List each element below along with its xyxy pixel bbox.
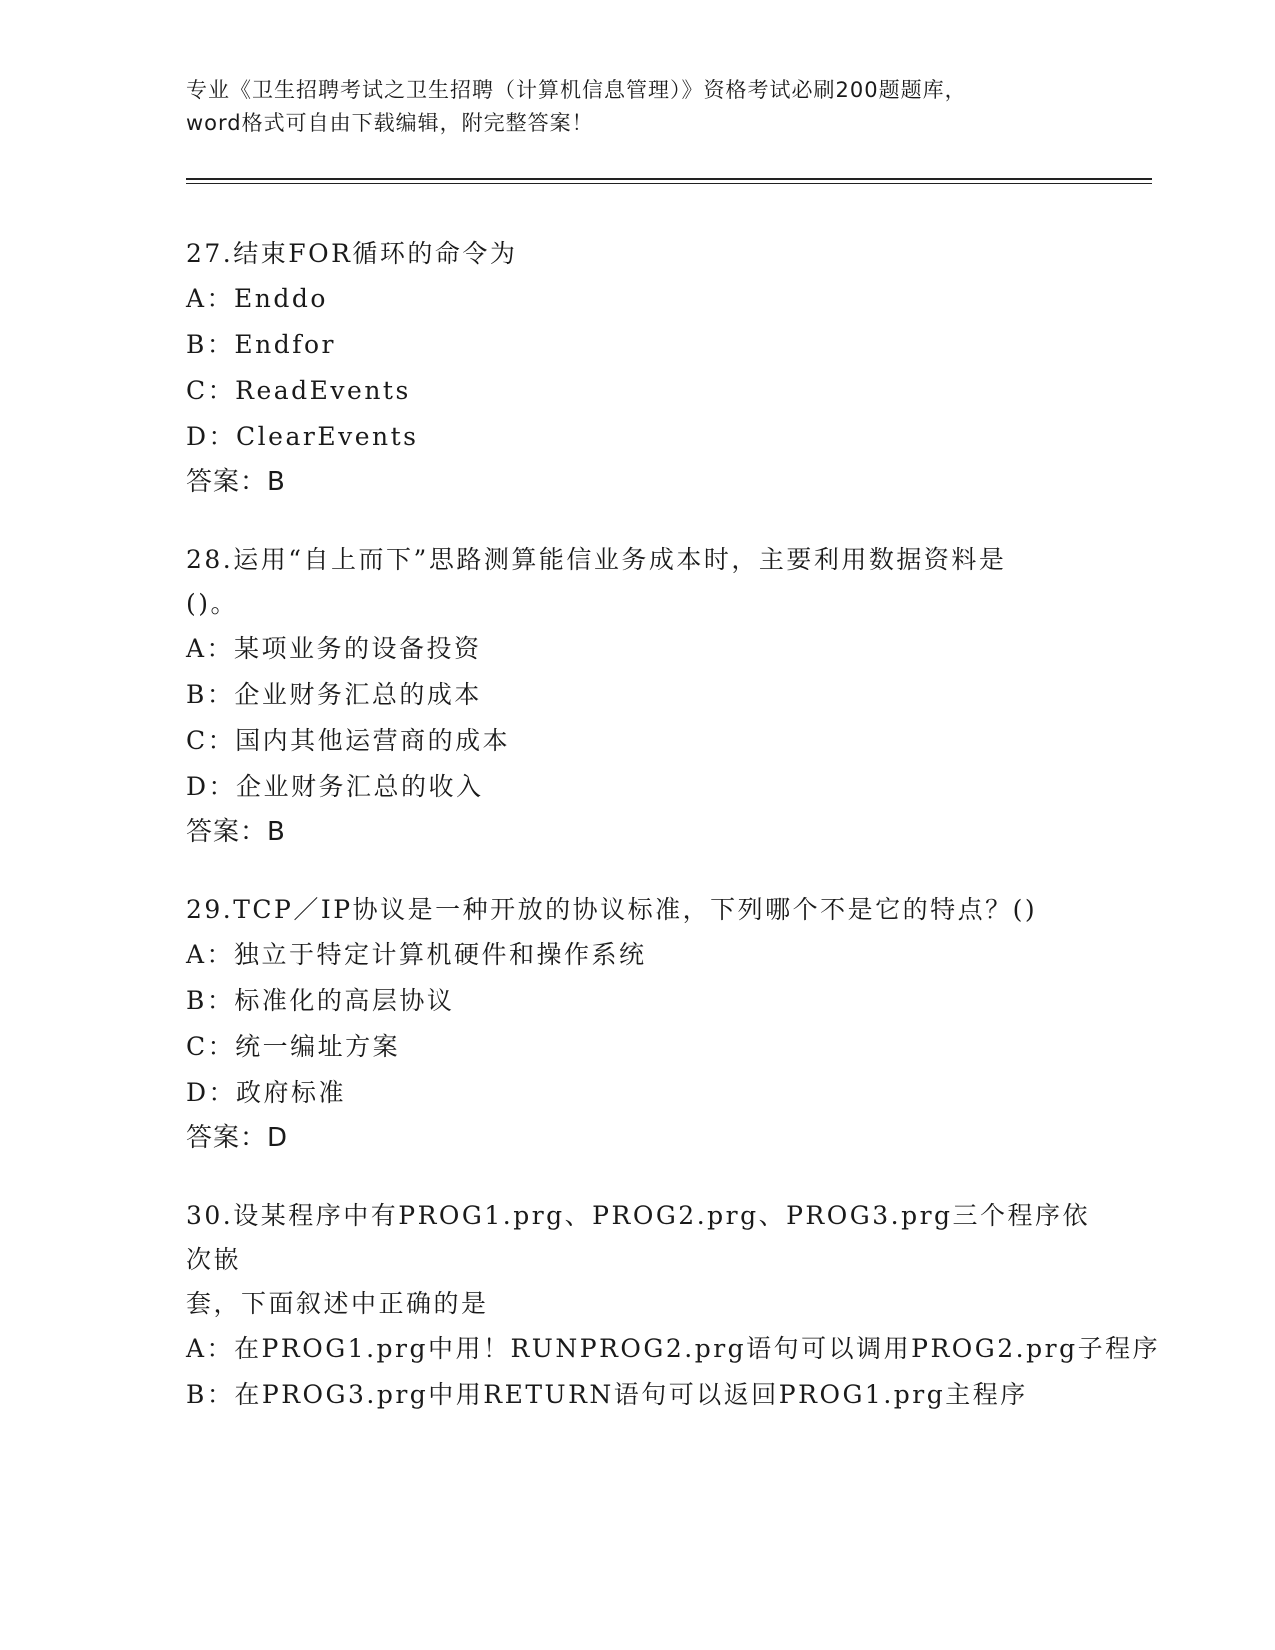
question-stem	[186, 888, 1106, 932]
question-option: B：企业财务汇总的成本	[186, 680, 482, 709]
question-stem-line: 30.设某程序中有PROG1.prg、PROG2.prg、PROG3.prg三个程序依次嵌	[186, 1201, 1091, 1274]
question-option: C：统一编址方案	[186, 1032, 401, 1061]
question-option: D：ClearEvents	[186, 422, 419, 451]
question-block	[186, 888, 1106, 1160]
question-stem	[186, 538, 1106, 626]
question-option: D：政府标准	[186, 1078, 347, 1107]
question-block	[186, 1194, 1161, 1418]
header-divider-thin	[186, 183, 1152, 184]
question-option: A：Enddo	[186, 284, 328, 313]
header-divider-thick	[186, 178, 1152, 180]
question-stem	[186, 1194, 1106, 1326]
question-option: A：某项业务的设备投资	[186, 634, 482, 663]
question-block	[186, 538, 1106, 854]
question-option: D：企业财务汇总的收入	[186, 772, 484, 801]
question-answer: 答案：B	[186, 817, 286, 847]
question-option: A：独立于特定计算机硬件和操作系统	[186, 940, 647, 969]
question-answer: 答案：D	[186, 1123, 289, 1153]
question-block	[186, 232, 1106, 504]
header-line-2: word格式可自由下载编辑，附完整答案！	[186, 111, 594, 135]
question-option: C：ReadEvents	[186, 376, 411, 405]
question-stem-line: 套，下面叙述中正确的是	[186, 1289, 489, 1318]
header-line-1: 专业《卫生招聘考试之卫生招聘（计算机信息管理）》资格考试必刷200题题库，	[186, 78, 967, 102]
question-list	[186, 232, 1161, 1452]
question-option: B：Endfor	[186, 330, 336, 359]
question-option: C：国内其他运营商的成本	[186, 726, 511, 755]
question-stem-line: 28.运用“自上而下”思路测算能信业务成本时，主要利用数据资料是	[186, 545, 1007, 574]
question-stem-line: 27.结束FOR循环的命令为	[186, 239, 518, 268]
question-stem-line: ()。	[186, 589, 239, 618]
question-option: B：在PROG3.prg中用RETURN语句可以返回PROG1.prg主程序	[186, 1380, 1028, 1409]
question-stem-line: 29.TCP／IP协议是一种开放的协议标准，下列哪个不是它的特点？()	[186, 895, 1038, 924]
question-option: B：标准化的高层协议	[186, 986, 455, 1015]
question-answer: 答案：B	[186, 467, 286, 497]
question-stem	[186, 232, 1106, 276]
question-option: A：在PROG1.prg中用！RUNPROG2.prg语句可以调用PROG2.prg子程序	[186, 1334, 1161, 1363]
document-header	[186, 74, 1086, 140]
